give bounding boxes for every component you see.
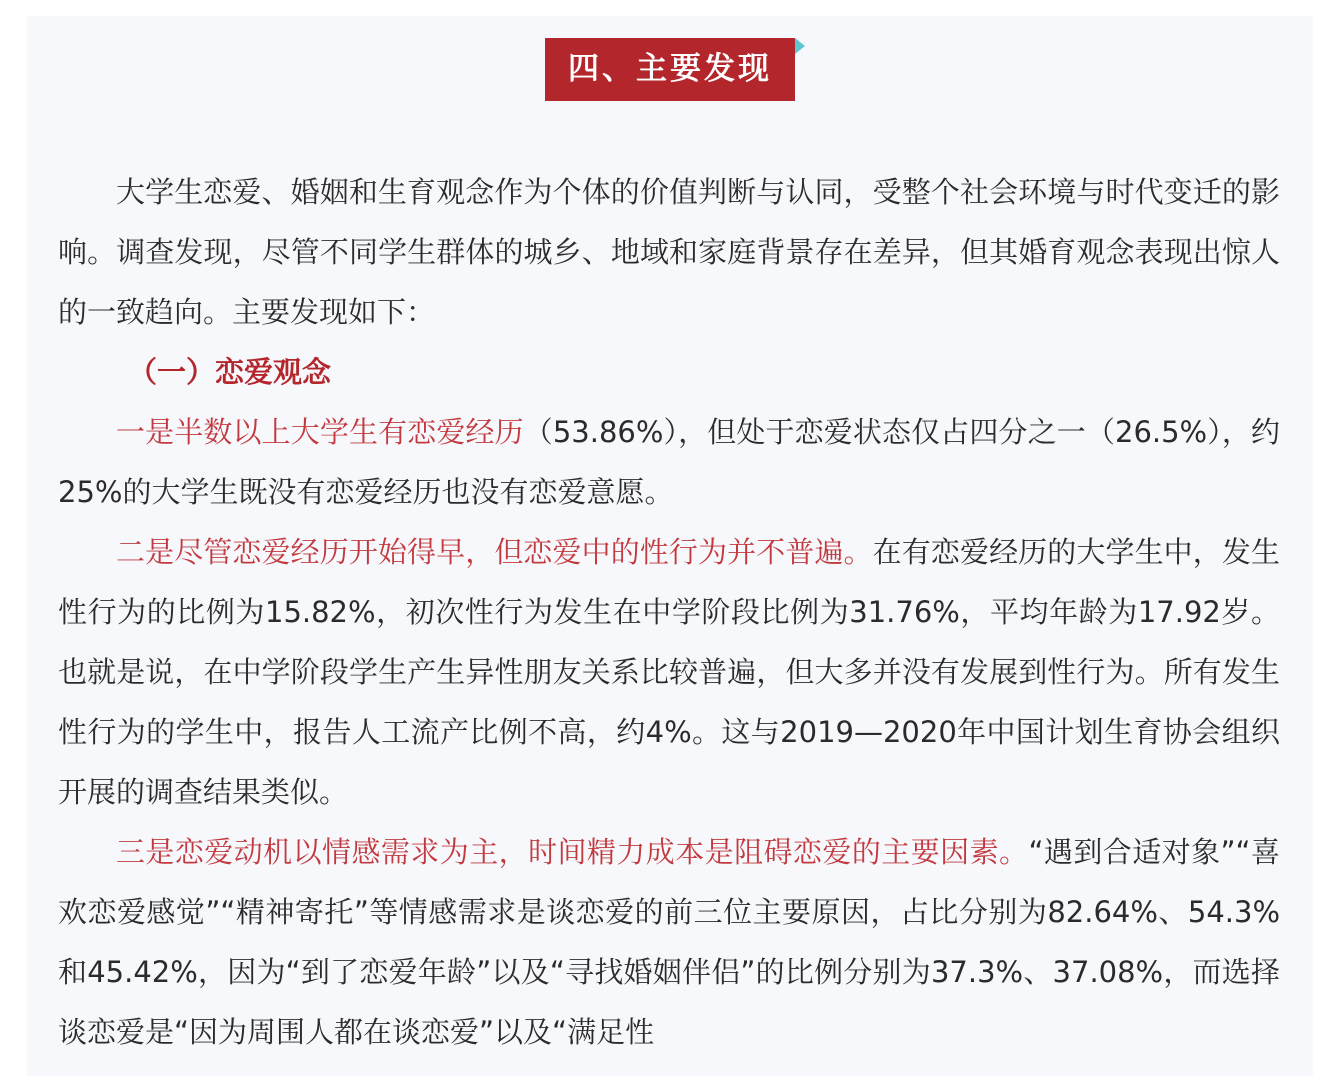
heading-corner-decoration (795, 38, 805, 54)
finding-body-3: “遇到合适对象”“喜欢恋爱感觉”“精神寄托”等情感需求是谈恋爱的前三位主要原因，占比分别为82.64%、54.3%和45.42%，因为“到了恋爱年龄”以及“寻找婚姻伴侣”的比例分别为37.3%、37.08%，而选择谈恋爱是“因为周围人都在谈恋爱”以及“满足性 (58, 835, 1280, 1049)
finding-paragraph-3 (58, 822, 1280, 1062)
finding-paragraph-2 (58, 522, 1280, 822)
intro-paragraph: 大学生恋爱、婚姻和生育观念作为个体的价值判断与认同，受整个社会环境与时代变迁的影响。调查发现，尽管不同学生群体的城乡、地域和家庭背景存在差异，但其婚育观念表现出惊人的一致趋向。主要发现如下： (58, 175, 1280, 329)
finding-highlight-2: 二是尽管恋爱经历开始得早，但恋爱中的性行为并不普遍。 (116, 535, 873, 569)
finding-highlight-3: 三是恋爱动机以情感需求为主，时间精力成本是阻碍恋爱的主要因素。 (116, 835, 1029, 869)
finding-paragraph-1 (58, 402, 1280, 522)
finding-body-1: （53.86%），但处于恋爱状态仅占四分之一（26.5%），约25%的大学生既没有恋爱经历也没有恋爱意愿。 (58, 415, 1280, 509)
subsection-heading: （一）恋爱观念 (128, 355, 332, 389)
finding-body-2: 在有恋爱经历的大学生中，发生性行为的比例为15.82%，初次性行为发生在中学阶段比例为31.76%，平均年龄为17.92岁。也就是说，在中学阶段学生产生异性朋友关系比较普遍，但大多并没有发展到性行为。所有发生性行为的学生中，报告人工流产比例不高，约4%。这与2019—2020年中国计划生育协会组织开展的调查结果类似。 (58, 535, 1280, 809)
finding-highlight-1: 一是半数以上大学生有恋爱经历 (116, 415, 524, 449)
section-heading: 四、主要发现 (545, 38, 795, 101)
